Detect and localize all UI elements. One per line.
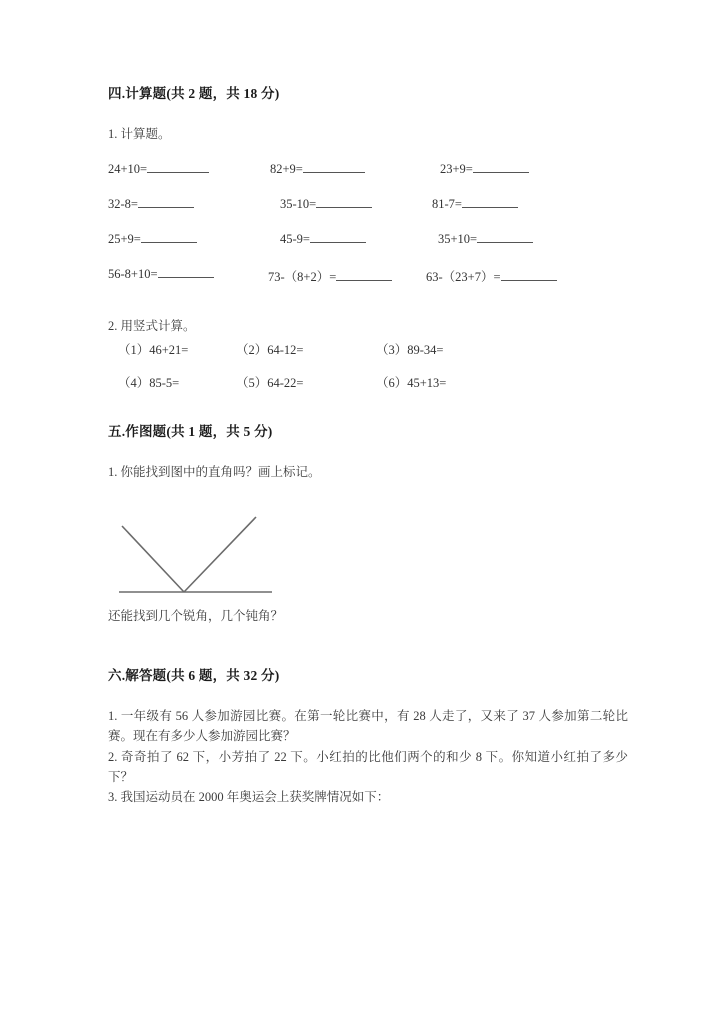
answer-blank[interactable]: [501, 280, 557, 281]
arithmetic-expression: 35+10=: [438, 232, 478, 246]
word-problem-item: 2. 奇奇拍了 62 下，小芳拍了 22 下。小红拍的比他们两个的和少 8 下。你知道小红拍了多少下？: [108, 749, 628, 784]
answer-blank[interactable]: [462, 207, 518, 208]
arithmetic-item: [108, 232, 197, 247]
vertical-calculation-row: [108, 340, 628, 373]
arithmetic-row: [108, 267, 628, 302]
arithmetic-item: [438, 232, 533, 247]
arithmetic-expression: 24+10=: [108, 162, 148, 176]
arithmetic-item: [432, 197, 518, 212]
answer-blank[interactable]: [141, 242, 197, 243]
page-content: [108, 82, 628, 807]
arithmetic-expression: 56-8+10=: [108, 267, 158, 281]
answer-blank[interactable]: [158, 277, 214, 278]
vertical-calculation-item: （3）89-34=: [376, 343, 444, 357]
arithmetic-expression: 32-8=: [108, 197, 138, 211]
answer-blank[interactable]: [473, 172, 529, 173]
section-heading-drawing: 五.作图题(共 1 题，共 5 分): [108, 424, 273, 439]
word-problem-list: [108, 706, 628, 807]
word-problem-item: 3. 我国运动员在 2000 年奥运会上获奖牌情况如下：: [108, 790, 390, 804]
answer-blank[interactable]: [310, 242, 366, 243]
arithmetic-expression: 82+9=: [270, 162, 303, 176]
arithmetic-grid: [108, 162, 628, 302]
angle-figure: [108, 496, 308, 606]
vertical-calculation-item: （2）64-12=: [236, 343, 304, 357]
arithmetic-item: [280, 197, 372, 212]
angle-figure-container: [108, 496, 628, 606]
vertical-calculation-item: （4）85-5=: [118, 376, 180, 390]
vertical-calculation-item: （1）46+21=: [118, 343, 189, 357]
figure-right-ray: [184, 517, 256, 592]
arithmetic-row: [108, 232, 628, 267]
arithmetic-expression: 45-9=: [280, 232, 310, 246]
arithmetic-item: [108, 267, 214, 282]
arithmetic-item: [270, 162, 365, 177]
question-label-calc-1: 1. 计算题。: [108, 127, 171, 141]
arithmetic-item: [108, 197, 194, 212]
question-label-calc-2: 2. 用竖式计算。: [108, 319, 196, 333]
section-heading-calculation: 四.计算题(共 2 题，共 18 分): [108, 86, 280, 101]
section-heading-word-problems: 六.解答题(共 6 题，共 32 分): [108, 668, 280, 683]
answer-blank[interactable]: [147, 172, 209, 173]
vertical-calculation-row: [108, 373, 628, 406]
arithmetic-item: [108, 162, 209, 177]
figure-left-ray: [122, 526, 184, 592]
question-label-drawing-1: 1. 你能找到图中的直角吗？画上标记。: [108, 465, 321, 479]
arithmetic-row: [108, 162, 628, 197]
word-problem-item: 1. 一年级有 56 人参加游园比赛。在第一轮比赛中，有 28 人走了，又来了 37 人参加第二轮比赛。现在有多少人参加游园比赛？: [108, 709, 628, 744]
vertical-calculation-item: （5）64-22=: [236, 376, 304, 390]
arithmetic-expression: 73-（8+2）=: [268, 270, 337, 284]
arithmetic-row: [108, 197, 628, 232]
answer-blank[interactable]: [477, 242, 533, 243]
arithmetic-item: [280, 232, 366, 247]
arithmetic-expression: 63-（23+7）=: [426, 270, 501, 284]
arithmetic-expression: 35-10=: [280, 197, 317, 211]
arithmetic-item: [268, 267, 392, 285]
arithmetic-expression: 25+9=: [108, 232, 141, 246]
answer-blank[interactable]: [316, 207, 372, 208]
arithmetic-expression: 23+9=: [440, 162, 473, 176]
answer-blank[interactable]: [336, 280, 392, 281]
answer-blank[interactable]: [138, 207, 194, 208]
arithmetic-item: [426, 267, 557, 285]
vertical-calculation-grid: [108, 340, 628, 406]
drawing-follow-up-question: 还能找到几个锐角，几个钝角？: [108, 609, 284, 623]
vertical-calculation-item: （6）45+13=: [376, 376, 447, 390]
arithmetic-item: [440, 162, 529, 177]
arithmetic-expression: 81-7=: [432, 197, 462, 211]
answer-blank[interactable]: [303, 172, 365, 173]
